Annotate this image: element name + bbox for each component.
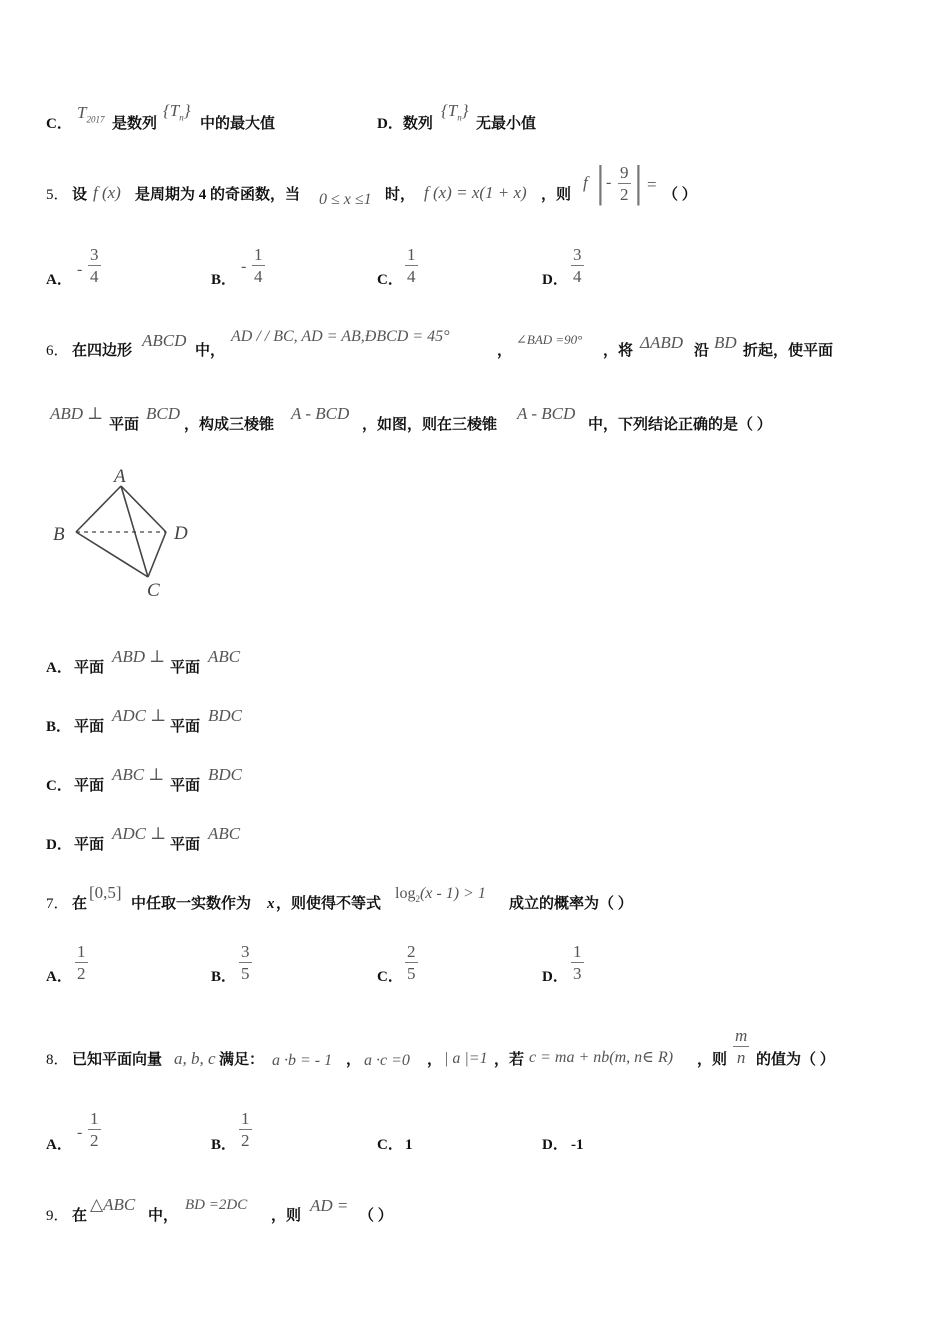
q6-math-triangle: ΔABD (640, 333, 684, 352)
q5-option-a-fraction: 3 4 (90, 245, 99, 286)
q7-option-b-label[interactable]: B． (211, 969, 237, 985)
q8-text-7: 的值为（ ） (756, 1052, 835, 1068)
q9-text-3: ，则 (271, 1208, 302, 1224)
q6-option-a-plane1: ABD ⊥ (112, 647, 166, 666)
q6-text-8: ，构成三棱锥 (184, 417, 275, 433)
q6-math-pyramid-2: A - BCD (517, 404, 576, 423)
q6-option-a-word2: 平面 (170, 660, 201, 676)
vertex-label-d: D (174, 523, 188, 544)
q7-option-a-label[interactable]: A． (46, 969, 72, 985)
q7-option-d-label[interactable]: D． (542, 969, 568, 985)
q6-math-bcd: BCD (146, 404, 180, 423)
q8-text-4: ， (427, 1052, 443, 1068)
q4-option-c-math: $T_{2017}$ (77, 103, 105, 125)
q6-option-b-word1: 平面 (74, 719, 105, 735)
q9-math-triangle: △ABC (90, 1195, 136, 1214)
q9-math-ad: AD = (310, 1196, 349, 1215)
q6-text-10: 中，下列结论正确的是（ ） (588, 417, 772, 433)
q9-text-1: 在 (72, 1208, 88, 1224)
edge-ab (76, 486, 121, 532)
q7-text-4: 成立的概率为（ ） (509, 896, 633, 912)
q8-math-ac: a ·c =0 (364, 1052, 410, 1069)
q8-math-norm: | a |=1 (444, 1050, 488, 1067)
q5-answer-parens: （ ） (663, 187, 697, 203)
q8-option-a-fraction: 1 2 (90, 1109, 99, 1150)
q6-option-a-plane2: ABC (208, 647, 241, 666)
q8-option-c-label[interactable]: C． (377, 1137, 403, 1153)
q6-option-d-label[interactable]: D． (46, 837, 72, 853)
q7-option-c-label[interactable]: C． (377, 969, 403, 985)
q8-option-b-label[interactable]: B． (211, 1137, 237, 1153)
q8-fraction-m-n: m n (735, 1026, 748, 1067)
q5-option-c-fraction: 1 4 (407, 245, 416, 286)
q6-math-conditions: AD / / BC, AD = AB,ĐBCD = 45° (231, 328, 450, 345)
q6-text-9: ，如图，则在三棱锥 (362, 417, 498, 433)
q5-left-paren: | (596, 157, 605, 206)
q5-math-fx: f (x) (93, 183, 121, 202)
q6-math-abd-perp: ABD ⊥ (50, 404, 104, 423)
q5-right-paren: | (634, 157, 643, 206)
q8-option-a-sign: - (77, 1124, 83, 1141)
q5-number: 5． (46, 187, 69, 203)
q6-math-angle: ∠BAD =90° (516, 332, 583, 347)
q5-equals: = (647, 175, 657, 194)
q7-option-d-fraction: 1 3 (573, 942, 582, 983)
q4-option-d-label: D．数列 (377, 116, 433, 132)
edge-dc (148, 532, 166, 577)
q5-neg-sign: - (606, 174, 612, 191)
q9-answer-parens: （ ） (359, 1208, 393, 1224)
q6-option-d-word2: 平面 (170, 837, 201, 853)
q6-option-b-plane2: BDC (208, 706, 242, 725)
q7-text-1: 在 (72, 896, 88, 912)
q6-option-d-word1: 平面 (74, 837, 105, 853)
q7-math-log: $\log_2(x - 1) > 1$ (395, 885, 486, 905)
q6-text-7: 平面 (109, 417, 140, 433)
q5-text-3: 时， (385, 187, 416, 203)
q6-option-c-word2: 平面 (170, 778, 201, 794)
q4-option-c-label: C． (46, 116, 72, 132)
vertex-label-b: B (53, 524, 65, 545)
q9-text-2: 中， (148, 1208, 179, 1224)
q4-option-d-math: $\{T_n\}$ (441, 101, 469, 123)
q5-fraction: 9 2 (620, 163, 629, 204)
q6-pyramid-figure (44, 462, 204, 602)
q8-option-d-value: -1 (571, 1137, 584, 1153)
q5-option-b-sign: - (241, 258, 247, 275)
q9-math-bd: BD =2DC (185, 1197, 248, 1213)
q9-number: 9． (46, 1208, 69, 1224)
q6-option-a-word1: 平面 (74, 660, 105, 676)
q6-text-2: 中， (195, 343, 226, 359)
q4-option-c-text2: 中的最大值 (200, 116, 276, 132)
q6-option-c-plane1: ABC ⊥ (112, 765, 165, 784)
q4-option-d-text: 无最小值 (476, 116, 537, 132)
q5-text-1: 设 (72, 187, 88, 203)
q6-option-a-label[interactable]: A． (46, 660, 72, 676)
q5-math-definition: f (x) = x(1 + x) (424, 183, 527, 202)
q5-option-b-fraction: 1 4 (254, 245, 263, 286)
q7-text-x: x (267, 896, 275, 912)
q8-text-1: 已知平面向量 (72, 1052, 163, 1068)
q5-option-a-label[interactable]: A． (46, 272, 72, 288)
q6-math-pyramid-1: A - BCD (291, 404, 350, 423)
q8-text-2: 满足： (219, 1052, 265, 1068)
q6-option-d-plane2: ABC (208, 824, 241, 843)
q5-option-c-label[interactable]: C． (377, 272, 403, 288)
q7-option-a-fraction: 1 2 (77, 942, 86, 983)
q8-option-d-label[interactable]: D． (542, 1137, 568, 1153)
q6-option-c-plane2: BDC (208, 765, 242, 784)
q6-math-bd: BD (714, 333, 737, 352)
q8-option-c-value: 1 (405, 1137, 413, 1153)
q6-text-6: 折起，使平面 (743, 343, 834, 359)
q6-math-abcd: ABCD (142, 331, 187, 350)
q7-text-3: ，则使得不等式 (276, 896, 382, 912)
q5-math-domain: 0 ≤ x ≤1 (319, 191, 372, 208)
q5-text-4: ，则 (541, 187, 572, 203)
q7-text-2: 中任取一实数作为 (131, 896, 252, 912)
q8-math-decomposition: c = ma + nb(m, n∈ R) (529, 1049, 674, 1066)
q6-option-d-plane1: ADC ⊥ (112, 824, 167, 843)
vertex-label-a: A (114, 466, 126, 487)
q4-option-c-math2: $\{T_n\}$ (163, 101, 191, 123)
q7-option-b-fraction: 3 5 (241, 942, 250, 983)
q8-math-ab: a ·b = - 1 (272, 1052, 333, 1069)
q8-option-a-label[interactable]: A． (46, 1137, 72, 1153)
q8-text-3: ， (346, 1052, 362, 1068)
q4-option-c-text: 是数列 (112, 116, 158, 132)
q7-number: 7． (46, 896, 69, 912)
q6-option-b-label[interactable]: B． (46, 719, 72, 735)
q5-text-2: 是周期为 4 的奇函数，当 (135, 187, 301, 203)
q5-option-b-label[interactable]: B． (211, 272, 237, 288)
q5-math-f: f (583, 173, 588, 192)
q6-text-3: ， (497, 343, 513, 359)
q7-math-interval: [0,5] (89, 883, 122, 902)
q8-number: 8． (46, 1052, 69, 1068)
q6-number: 6． (46, 343, 69, 359)
q5-option-d-label[interactable]: D． (542, 272, 568, 288)
q8-text-5: ，若 (494, 1052, 525, 1068)
q5-option-a-sign: - (77, 261, 83, 278)
q8-text-6: ，则 (697, 1052, 728, 1068)
q6-text-4: ，将 (603, 343, 634, 359)
q6-text-1: 在四边形 (72, 343, 133, 359)
vertex-label-c: C (147, 580, 160, 601)
q6-option-b-word2: 平面 (170, 719, 201, 735)
q6-option-c-word1: 平面 (74, 778, 105, 794)
q6-option-b-plane1: ADC ⊥ (112, 706, 167, 725)
q6-text-5: 沿 (694, 343, 710, 359)
q6-option-c-label[interactable]: C． (46, 778, 72, 794)
q8-option-b-fraction: 1 2 (241, 1109, 250, 1150)
q5-option-d-fraction: 3 4 (573, 245, 582, 286)
q7-option-c-fraction: 2 5 (407, 942, 416, 983)
q8-math-vectors: a, b, c (174, 1049, 216, 1068)
